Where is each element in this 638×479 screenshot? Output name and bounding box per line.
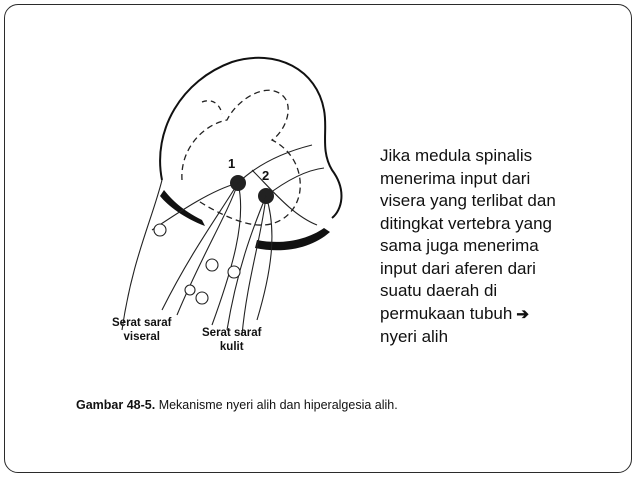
ganglion-loops <box>154 224 240 304</box>
visceral-fiber-label <box>112 316 171 344</box>
text-line-8-wrap <box>380 303 610 327</box>
cord-edge-right <box>255 228 330 250</box>
caption-figure-number: Gambar 48-5. <box>76 398 156 412</box>
nerve-fibers <box>122 145 324 335</box>
neuron-1-label: 1 <box>228 156 236 171</box>
spinal-cord-diagram <box>62 40 362 370</box>
dorsal-dash <box>202 101 222 114</box>
skin-fiber-label-line1: Serat saraf <box>202 327 262 339</box>
text-line-4: ditingkat vertebra yang <box>380 213 552 233</box>
explanation-text <box>380 145 610 349</box>
skin-fiber-label-line2: kulit <box>219 341 244 353</box>
neuron-2-label: 2 <box>262 168 270 183</box>
visceral-fiber-label-line1: Serat saraf <box>112 317 172 329</box>
figure-caption <box>76 398 398 412</box>
text-line-6: input dari aferen dari <box>380 258 536 278</box>
caption-text: Mekanisme nyeri alih dan hiperalgesia alih. <box>155 398 398 412</box>
text-line-7: suatu daerah di <box>380 281 498 300</box>
text-line-2: menerima input dari <box>380 168 531 188</box>
spinal-cord-illustration <box>62 40 362 370</box>
visceral-fiber-label-line2: viseral <box>123 331 160 343</box>
text-line-8: permukaan tubuh <box>380 303 513 323</box>
skin-fiber-label <box>202 326 261 354</box>
right-arrow-icon: ➔ <box>516 305 529 323</box>
text-line-1: Jika medula spinalis <box>380 146 533 165</box>
text-line-9: nyeri alih <box>380 327 449 346</box>
text-line-3: visera yang terlibat dan <box>380 191 556 210</box>
text-line-5: sama juga menerima <box>380 236 539 255</box>
spinal-cord-outline <box>160 58 341 218</box>
